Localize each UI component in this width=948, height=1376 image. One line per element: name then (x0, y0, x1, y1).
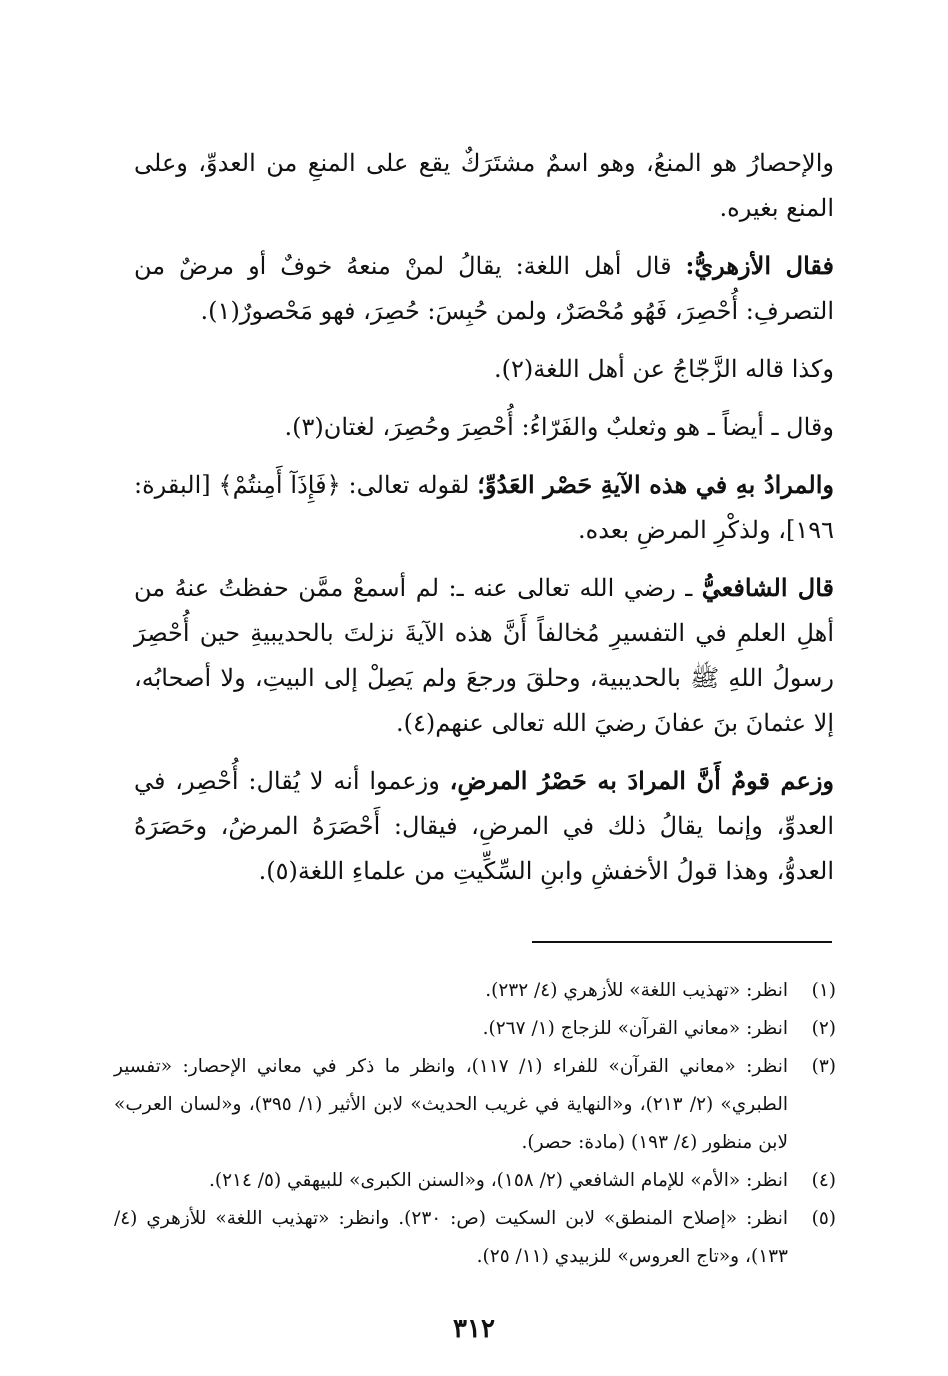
paragraph-thalab-farra (134, 404, 834, 450)
footnotes (114, 972, 836, 1276)
footnote-number: (١) (811, 980, 836, 1001)
paragraph-ihsar-definition (134, 140, 834, 231)
main-text (134, 140, 834, 906)
footnote-number: (٤) (811, 1170, 836, 1191)
footnote-text: انظر: «إصلاح المنطق» لابن السكيت (ص: ٢٣٠). وانظر: «تهذيب اللغة» للأزهري (٤/ ١٣٣)، و«تاج العروس» للزبيدي (١١/ ٢٥). (114, 1208, 788, 1267)
paragraph-zajjaj (134, 346, 834, 392)
paragraph-text: وقال ـ أيضاً ـ هو وثعلبٌ والفَرّاءُ: أُحْصِرَ وحُصِرَ، لغتان(٣). (284, 413, 834, 441)
paragraph-lead: فقال الأزهريُّ: (685, 251, 834, 280)
footnote-item (114, 1162, 836, 1200)
paragraph-text: والإحصارُ هو المنعُ، وهو اسمٌ مشتَرَكٌ يقع على المنعِ من العدوِّ، وعلى المنع بغيره. (134, 149, 834, 222)
paragraph-text: وكذا قاله الزَّجّاجُ عن أهل اللغة(٢). (494, 355, 834, 383)
paragraph-text: وزعموا أنه لا يُقال: أُحْصِر، في العدوِّ، وإنما يقالُ ذلك في المرضِ، فيقال: أَحْصَرَهُ المرضُ، وحَصَرَهُ العدوُّ، وهذا قولُ الأخفشِ وابنِ السِّكِّيتِ من علماءِ اللغة(٥). (134, 767, 834, 885)
paragraph-shafii (134, 565, 834, 746)
footnote-text: انظر: «معاني القرآن» للزجاج (١/ ٢٦٧). (482, 1018, 788, 1039)
paragraph-text: ـ رضي الله تعالى عنه ـ: لم أسمعْ ممَّن حفظتُ عنهُ من أهلِ العلمِ في التفسيرِ مُخالفاً أَنَّ هذه الآيةَ نزلتَ بالحديبيةِ حين أُحْصِرَ رسولُ اللهِ ﷺ بالحديبية، وحلقَ ورجعَ ولم يَصِلْ إلى البيتِ، ولا أصحابُه، إلا عثمانَ بنَ عفانَ رضيَ الله تعالى عنهم(٤). (134, 574, 834, 737)
footnote-text: انظر: «الأم» للإمام الشافعي (٢/ ١٥٨)، و«السنن الكبرى» للبيهقي (٥/ ٢١٤). (208, 1170, 788, 1191)
paragraph-other-view (134, 758, 834, 894)
paragraph-text: قال أهل اللغة: يقالُ لمنْ منعهُ خوفٌ أو مرضٌ من التصرفِ: أُحْصِرَ، فَهُو مُحْصَرٌ، ولمن حُبِسَ: حُصِرَ، فهو مَحْصورٌ(١). (134, 252, 834, 325)
paragraph-lead: والمرادُ بهِ في هذه الآيةِ حَصْر العَدُوِّ؛ (477, 470, 834, 499)
footnote-divider (532, 941, 832, 943)
footnote-text: انظر: «تهذيب اللغة» للأزهري (٤/ ٢٣٢). (485, 980, 788, 1001)
page-number: ٣١٢ (453, 1314, 495, 1344)
footnote-item (114, 1048, 836, 1162)
footnote-item (114, 1010, 836, 1048)
paragraph-lead: قال الشافعيُّ (701, 573, 834, 602)
paragraph-lead: وزعم قومٌ أَنَّ المرادَ به حَصْرُ المرضِ، (449, 766, 834, 795)
paragraph-azhari (134, 243, 834, 334)
footnote-number: (٣) (811, 1056, 836, 1077)
footnote-item (114, 1200, 836, 1276)
footnote-number: (٥) (811, 1208, 836, 1229)
footnote-item (114, 972, 836, 1010)
paragraph-meaning-in-verse (134, 462, 834, 553)
paragraph-text: لقوله تعالى: ﴿فَإِذَآ أَمِنتُمْ﴾ [البقرة: ١٩٦]، ولذكْرِ المرضِ بعده. (134, 471, 834, 544)
footnote-number: (٢) (811, 1018, 836, 1039)
footnote-text: انظر: «معاني القرآن» للفراء (١/ ١١٧)، وانظر ما ذكر في معاني الإحصار: «تفسير الطبري» (٢/ ٢١٣)، و«النهاية في غريب الحديث» لابن الأثير (١/ ٣٩٥)، و«لسان العرب» لابن منظور (٤/ ١٩٣) (مادة: حصر). (114, 1056, 788, 1153)
